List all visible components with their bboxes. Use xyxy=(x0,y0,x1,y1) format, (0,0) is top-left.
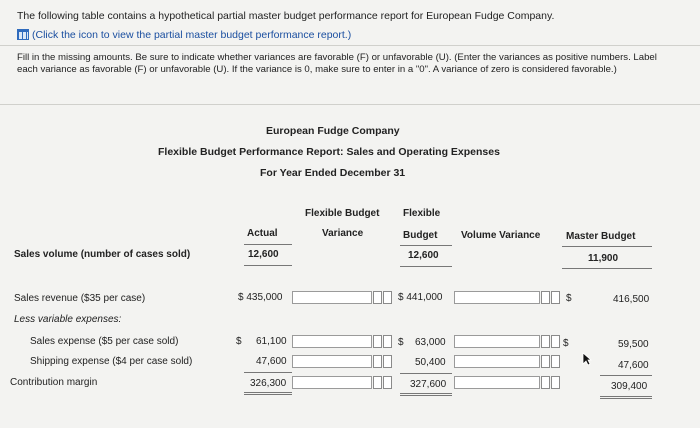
flexible-volume: 12,600 xyxy=(408,250,439,261)
master-contribution-margin: 309,400 xyxy=(611,381,648,392)
divider xyxy=(0,104,700,105)
flexible-contribution-margin: 327,600 xyxy=(410,379,447,390)
row-underline xyxy=(400,266,452,267)
double-underline xyxy=(400,395,452,396)
header-master-budget: Master Budget xyxy=(566,231,636,242)
vol-var-ship-exp-fu-select[interactable] xyxy=(551,355,560,368)
flex-var-contrib-fu-select[interactable] xyxy=(383,376,392,389)
double-underline xyxy=(600,396,652,397)
vol-var-revenue-input[interactable] xyxy=(454,291,540,304)
divider xyxy=(0,45,700,46)
header-underline xyxy=(562,246,652,247)
master-revenue-dollar: $ xyxy=(566,293,572,304)
actual-revenue: $ 435,000 xyxy=(238,292,283,303)
double-underline xyxy=(400,393,452,394)
row-label-shipping-expense: Shipping expense ($4 per case sold) xyxy=(30,356,193,367)
flex-var-sales-exp-fu-select[interactable] xyxy=(373,335,382,348)
header-flexible-line2: Budget xyxy=(403,230,438,241)
header-flex-var-line2: Variance xyxy=(322,228,364,239)
row-label-sales-volume: Sales volume (number of cases sold) xyxy=(14,249,191,260)
flex-var-ship-exp-fu-select[interactable] xyxy=(383,355,392,368)
vol-var-ship-exp-fu-select[interactable] xyxy=(541,355,550,368)
flex-var-contrib-input[interactable] xyxy=(292,376,372,389)
flexible-revenue: $ 441,000 xyxy=(398,292,443,303)
master-sales-expense-dollar: $ xyxy=(563,338,569,349)
row-underline xyxy=(600,375,652,376)
flexible-sales-expense-dollar: $ xyxy=(398,337,404,348)
mouse-cursor-icon xyxy=(582,352,592,371)
row-underline xyxy=(244,265,292,266)
flex-var-ship-exp-input[interactable] xyxy=(292,355,372,368)
vol-var-sales-exp-fu-select[interactable] xyxy=(541,335,550,348)
header-actual: Actual xyxy=(247,228,278,239)
flex-var-revenue-input[interactable] xyxy=(292,291,372,304)
double-underline xyxy=(244,394,292,395)
company-name: European Fudge Company xyxy=(266,125,400,137)
header-flexible-line1: Flexible xyxy=(403,208,441,219)
vol-var-contrib-fu-select[interactable] xyxy=(551,376,560,389)
master-revenue: 416,500 xyxy=(613,294,650,305)
row-label-less-variable: Less variable expenses: xyxy=(14,314,122,325)
report-period: For Year Ended December 31 xyxy=(260,167,406,179)
instructions: Fill in the missing amounts. Be sure to indicate whether variances are favorable (F) or unfavorable (U). (Enter the variances as positive numbers. Label each variance as favorable (F) or unfavorable (U). If the variance is 0, make sure to enter in a "0". A variance of zero is considered favorable.) xyxy=(17,52,657,75)
flex-var-sales-exp-fu-select[interactable] xyxy=(383,335,392,348)
flexible-shipping-expense: 50,400 xyxy=(415,357,446,368)
row-underline xyxy=(400,373,452,374)
header-underline xyxy=(244,244,292,245)
row-underline xyxy=(244,372,292,373)
flex-var-sales-exp-input[interactable] xyxy=(292,335,372,348)
actual-shipping-expense: 47,600 xyxy=(256,356,287,367)
master-sales-expense: 59,500 xyxy=(618,339,649,350)
vol-var-contrib-fu-select[interactable] xyxy=(541,376,550,389)
flexible-sales-expense: 63,000 xyxy=(415,337,446,348)
vol-var-sales-exp-input[interactable] xyxy=(454,335,540,348)
flex-var-contrib-fu-select[interactable] xyxy=(373,376,382,389)
actual-sales-expense-dollar: $ xyxy=(236,336,242,347)
master-volume: 11,900 xyxy=(588,253,619,264)
spreadsheet-icon[interactable] xyxy=(17,29,29,40)
row-label-contribution-margin: Contribution margin xyxy=(10,377,98,388)
vol-var-revenue-fu-select[interactable] xyxy=(541,291,550,304)
flex-var-ship-exp-fu-select[interactable] xyxy=(373,355,382,368)
flex-var-revenue-fu-select[interactable] xyxy=(383,291,392,304)
master-shipping-expense: 47,600 xyxy=(618,360,649,371)
header-flex-var-line1: Flexible Budget xyxy=(305,208,380,219)
vol-var-contrib-input[interactable] xyxy=(454,376,540,389)
row-label-sales-expense: Sales expense ($5 per case sold) xyxy=(30,336,179,347)
actual-contribution-margin: 326,300 xyxy=(250,378,287,389)
view-report-link-text[interactable]: (Click the icon to view the partial master budget performance report.) xyxy=(32,29,352,41)
intro-sentence: The following table contains a hypothetical partial master budget performance report for European Fudge Company. xyxy=(17,10,555,22)
header-volume-variance: Volume Variance xyxy=(461,230,541,241)
row-label-sales-revenue: Sales revenue ($35 per case) xyxy=(14,293,146,304)
vol-var-ship-exp-input[interactable] xyxy=(454,355,540,368)
double-underline xyxy=(244,392,292,393)
flex-var-revenue-fu-select[interactable] xyxy=(373,291,382,304)
report-title: Flexible Budget Performance Report: Sales and Operating Expenses xyxy=(158,146,500,158)
vol-var-sales-exp-fu-select[interactable] xyxy=(551,335,560,348)
actual-sales-expense: 61,100 xyxy=(256,336,287,347)
view-report-link[interactable] xyxy=(17,25,351,43)
double-underline xyxy=(600,398,652,399)
header-underline xyxy=(400,245,452,246)
actual-volume: 12,600 xyxy=(248,249,279,260)
row-underline xyxy=(562,268,652,269)
vol-var-revenue-fu-select[interactable] xyxy=(551,291,560,304)
